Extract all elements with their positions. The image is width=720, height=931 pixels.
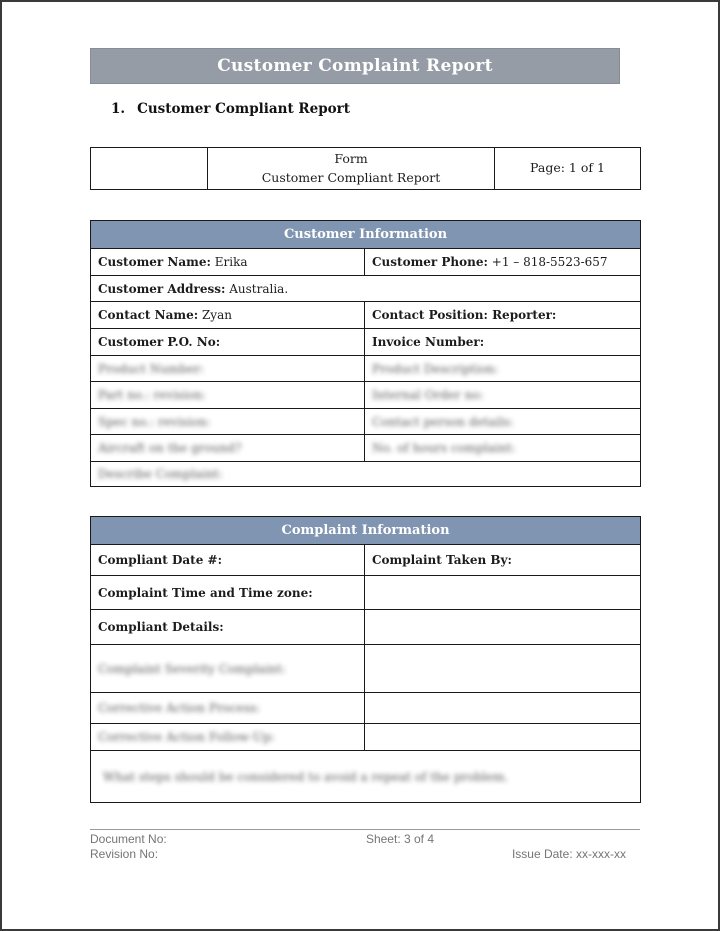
- field-label: Invoice Number:: [372, 335, 485, 349]
- blurred-text: No. of hours complaint:: [372, 441, 516, 455]
- table-row: [91, 576, 641, 610]
- blurred-cell: [91, 435, 365, 462]
- field-label: Customer Name:: [98, 255, 211, 269]
- form-label: Form: [334, 151, 368, 167]
- footer-spacer: [457, 832, 640, 846]
- table-row: [91, 249, 641, 276]
- field-value: Erika: [210, 255, 248, 269]
- footer-document-no: Document No:: [90, 832, 167, 846]
- blurred-cell: [365, 382, 641, 409]
- footer-issue-date: Issue Date: xx-xxx-xx: [511, 847, 626, 861]
- blurred-text: Contact person details:: [372, 414, 514, 429]
- field-label: Compliant Details:: [98, 620, 224, 634]
- field-label: Compliant Date #:: [98, 553, 223, 567]
- table-row: [91, 545, 641, 576]
- blurred-cell: [365, 356, 641, 382]
- section-heading: [111, 101, 350, 117]
- blurred-cell: [91, 751, 641, 803]
- empty-cell: [365, 724, 641, 751]
- heading-text: Customer Compliant Report: [137, 101, 351, 117]
- field-label: Customer Phone:: [372, 255, 488, 269]
- table-row-blurred: [91, 462, 641, 487]
- blurred-cell: [91, 645, 365, 693]
- table-row-blurred: [91, 409, 641, 435]
- blurred-text: Internal Order no:: [372, 388, 484, 402]
- empty-cell: [365, 693, 641, 724]
- section-header-row: [91, 517, 641, 545]
- section-header-row: [91, 221, 641, 249]
- form-header-table: [90, 147, 641, 190]
- footer-divider: [90, 829, 640, 830]
- table-row: [91, 610, 641, 645]
- table-row: [91, 148, 641, 190]
- complaint-date-cell: [91, 545, 365, 576]
- blurred-text: Aircraft on the ground?: [98, 441, 242, 455]
- blurred-cell: [91, 356, 365, 382]
- table-row-blurred: [91, 435, 641, 462]
- footer-revision-no: Revision No:: [90, 847, 159, 861]
- document-title: Customer Complaint Report: [217, 56, 493, 76]
- table-row-blurred: [91, 645, 641, 693]
- table-row: [91, 329, 641, 356]
- footer-spacer: [273, 847, 456, 861]
- table-row-blurred: [91, 693, 641, 724]
- empty-cell: [365, 576, 641, 610]
- section-header: Customer Information: [91, 221, 641, 249]
- blurred-text: Part no.: revision:: [98, 388, 206, 402]
- complaint-info-table: [90, 516, 641, 803]
- table-row-blurred: [91, 382, 641, 409]
- contact-position-cell: [365, 302, 641, 329]
- complaint-time-cell: [91, 576, 365, 610]
- blurred-text: Product Description:: [372, 361, 499, 376]
- blurred-text: Corrective Action Process:: [98, 701, 261, 715]
- blurred-text: Describe Complaint:: [98, 467, 223, 481]
- customer-name-cell: [91, 249, 365, 276]
- empty-cell: [365, 645, 641, 693]
- table-row: [91, 302, 641, 329]
- table-row-blurred: [91, 724, 641, 751]
- page-number: Page: 1 of 1: [530, 160, 605, 176]
- blurred-text: Spec no.: revision:: [98, 414, 211, 429]
- form-name: Customer Compliant Report: [261, 169, 441, 185]
- blurred-text: Product Number:: [98, 361, 204, 376]
- blurred-cell: [365, 435, 641, 462]
- page-footer: [90, 832, 640, 861]
- blurred-cell: [91, 382, 365, 409]
- page-number-cell: [495, 148, 641, 190]
- blurred-cell: [91, 409, 365, 435]
- blurred-cell: [91, 724, 365, 751]
- customer-info-table: [90, 220, 641, 487]
- customer-po-cell: [91, 329, 365, 356]
- field-value: +1 – 818-5523-657: [487, 255, 608, 269]
- field-label: Contact Position: Reporter:: [372, 308, 557, 322]
- complaint-details-cell: [91, 610, 365, 645]
- section-header: Complaint Information: [91, 517, 641, 545]
- field-label: Contact Name:: [98, 308, 199, 322]
- customer-address-cell: [91, 276, 641, 302]
- complaint-taken-by-cell: [365, 545, 641, 576]
- table-row-blurred: [91, 751, 641, 803]
- document-title-banner: [90, 48, 620, 84]
- blurred-cell: [91, 693, 365, 724]
- heading-number: 1.: [111, 101, 126, 117]
- blurred-text: What steps should be considered to avoid a repeat of the problem.: [103, 769, 509, 784]
- field-label: Customer Address:: [98, 281, 226, 296]
- field-label: Complaint Time and Time zone:: [98, 585, 313, 600]
- footer-sheet: Sheet: 3 of 4: [365, 832, 435, 846]
- field-value: Australia.: [225, 281, 289, 296]
- logo-cell: [91, 148, 208, 190]
- blurred-text: Complaint Severity Complaint:: [98, 661, 286, 676]
- empty-cell: [365, 610, 641, 645]
- field-value: Zyan: [198, 308, 232, 322]
- form-title-cell: [208, 148, 495, 190]
- blurred-text: Corrective Action Follow-Up:: [98, 730, 275, 744]
- blurred-cell: [91, 462, 641, 487]
- table-row-blurred: [91, 356, 641, 382]
- customer-phone-cell: [365, 249, 641, 276]
- table-row: [91, 276, 641, 302]
- field-label: Customer P.O. No:: [98, 335, 221, 349]
- contact-name-cell: [91, 302, 365, 329]
- blurred-cell: [365, 409, 641, 435]
- invoice-number-cell: [365, 329, 641, 356]
- field-label: Complaint Taken By:: [372, 553, 512, 567]
